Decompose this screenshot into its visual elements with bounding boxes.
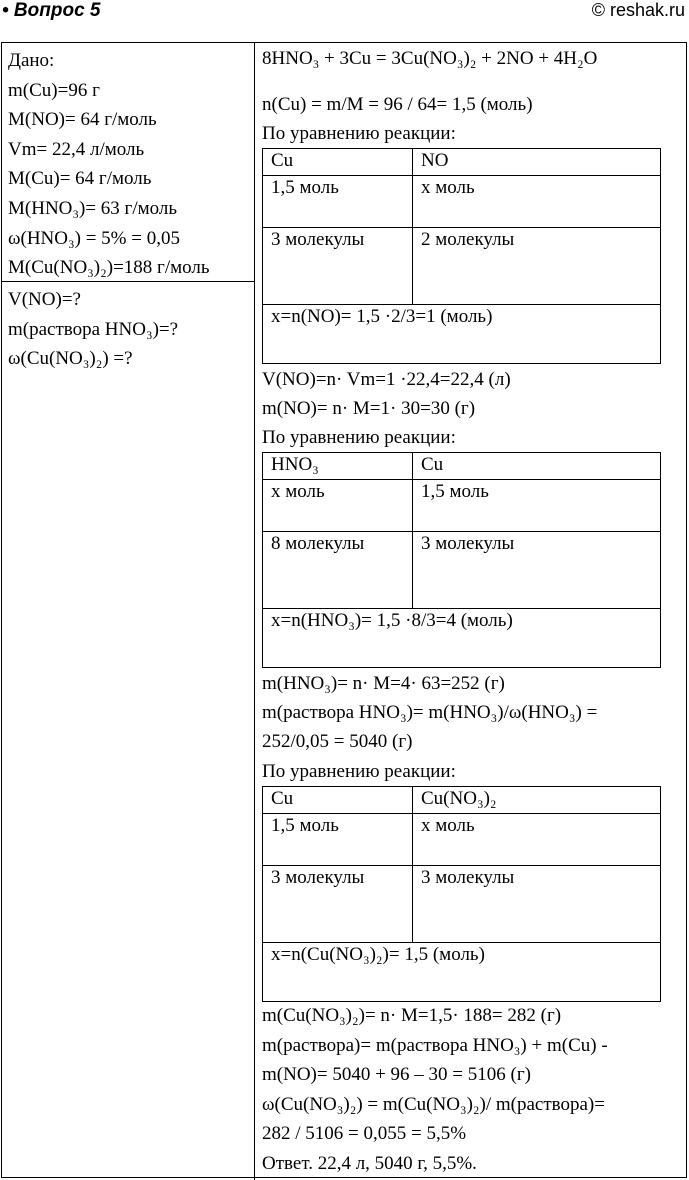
table-header-cell: Cu xyxy=(413,453,661,480)
given-block xyxy=(8,46,210,283)
ratio-table-cu-cuno3 xyxy=(262,786,661,1002)
find-line: ω(Cu(NO₃)₂) =? xyxy=(8,348,133,370)
answer-line: Ответ. 22,4 л, 5040 г, 5,5%. xyxy=(262,1153,477,1174)
calc-m-solution: m(раствора HNO₃)= m(HNO₃)/ω(HNO₃) = xyxy=(262,702,598,723)
table-cell: 1,5 моль xyxy=(263,814,413,866)
calc-m-no: m(NO)= n· M=1· 30=30 (г) xyxy=(262,398,476,419)
table-cell: 1,5 моль xyxy=(413,480,661,532)
given-line: M(HNO₃)= 63 г/моль xyxy=(8,197,178,219)
given-line: m(Cu)=96 г xyxy=(8,79,100,101)
find-line: V(NO)=? xyxy=(8,289,81,310)
source-credit: © reshak.ru xyxy=(591,0,685,20)
given-line: Vm= 22,4 л/моль xyxy=(8,138,145,160)
table-cell: x моль xyxy=(413,176,661,228)
table-cell: 2 молекулы xyxy=(413,228,661,305)
given-label: Дано: xyxy=(8,50,55,71)
table-result-cell: x=n(Cu(NO₃)₂)= 1,5 (моль) xyxy=(263,943,661,1002)
column-divider xyxy=(254,42,255,1180)
table-result-cell: x=n(HNO₃)= 1,5 ·8/3=4 (моль) xyxy=(263,609,661,668)
table-header-cell: Cu xyxy=(263,787,413,814)
find-line: m(раствора HNO₃)=? xyxy=(8,318,179,340)
calc-m-hno3: m(HNO₃)= n· M=4· 63=252 (г) xyxy=(262,673,505,694)
calc-omega-cont: 282 / 5106 = 0,055 = 5,5% xyxy=(262,1123,467,1144)
question-title: • Вопрос 5 xyxy=(2,0,101,21)
given-line: ω(HNO₃) = 5% = 0,05 xyxy=(8,227,180,249)
calc-m-cuno3: m(Cu(NO₃)₂)= n· M=1,5· 188= 282 (г) xyxy=(262,1005,562,1026)
table-header-cell: Cu(NO₃)₂ xyxy=(413,787,661,814)
find-block xyxy=(8,285,178,374)
ratio-table-hno3-cu xyxy=(262,452,661,668)
calc-m-total-cont: m(NO)= 5040 + 96 – 30 = 5106 (г) xyxy=(262,1064,531,1085)
given-line: M(NO)= 64 г/моль xyxy=(8,109,157,131)
table-cell: 3 молекулы xyxy=(263,866,413,943)
table-cell: x моль xyxy=(263,480,413,532)
table-header-cell: HNO₃ xyxy=(263,453,413,480)
table-cell: 3 молекулы xyxy=(413,532,661,609)
table-cell: 1,5 моль xyxy=(263,176,413,228)
table-cell: 3 молекулы xyxy=(413,866,661,943)
reaction-equation: 8HNO₃ + 3Cu = 3Cu(NO₃)₂ + 2NO + 4H₂O xyxy=(262,48,598,69)
table-cell: 3 молекулы xyxy=(263,228,413,305)
calc-n-cu: n(Cu) = m/M = 96 / 64= 1,5 (моль) xyxy=(262,94,533,115)
ratio-table-cu-no xyxy=(262,148,661,364)
by-equation-label: По уравнению реакции: xyxy=(262,427,456,448)
calc-omega: ω(Cu(NO₃)₂) = m(Cu(NO₃)₂)/ m(раствора)= xyxy=(262,1094,605,1115)
table-header-cell: NO xyxy=(413,149,661,176)
by-equation-label: По уравнению реакции: xyxy=(262,761,456,782)
given-line: M(Cu(NO₃)₂)=188 г/моль xyxy=(8,257,210,279)
calc-v-no: V(NO)=n· Vm=1 ·22,4=22,4 (л) xyxy=(262,369,511,390)
table-cell: 8 молекулы xyxy=(263,532,413,609)
calc-m-total: m(раствора)= m(раствора HNO₃) + m(Cu) - xyxy=(262,1035,608,1056)
calc-m-solution-cont: 252/0,05 = 5040 (г) xyxy=(262,731,413,752)
table-header-cell: Cu xyxy=(263,149,413,176)
table-cell: x моль xyxy=(413,814,661,866)
by-equation-label: По уравнению реакции: xyxy=(262,123,456,144)
table-result-cell: x=n(NO)= 1,5 ·2/3=1 (моль) xyxy=(263,305,661,364)
given-line: M(Cu)= 64 г/моль xyxy=(8,168,152,190)
